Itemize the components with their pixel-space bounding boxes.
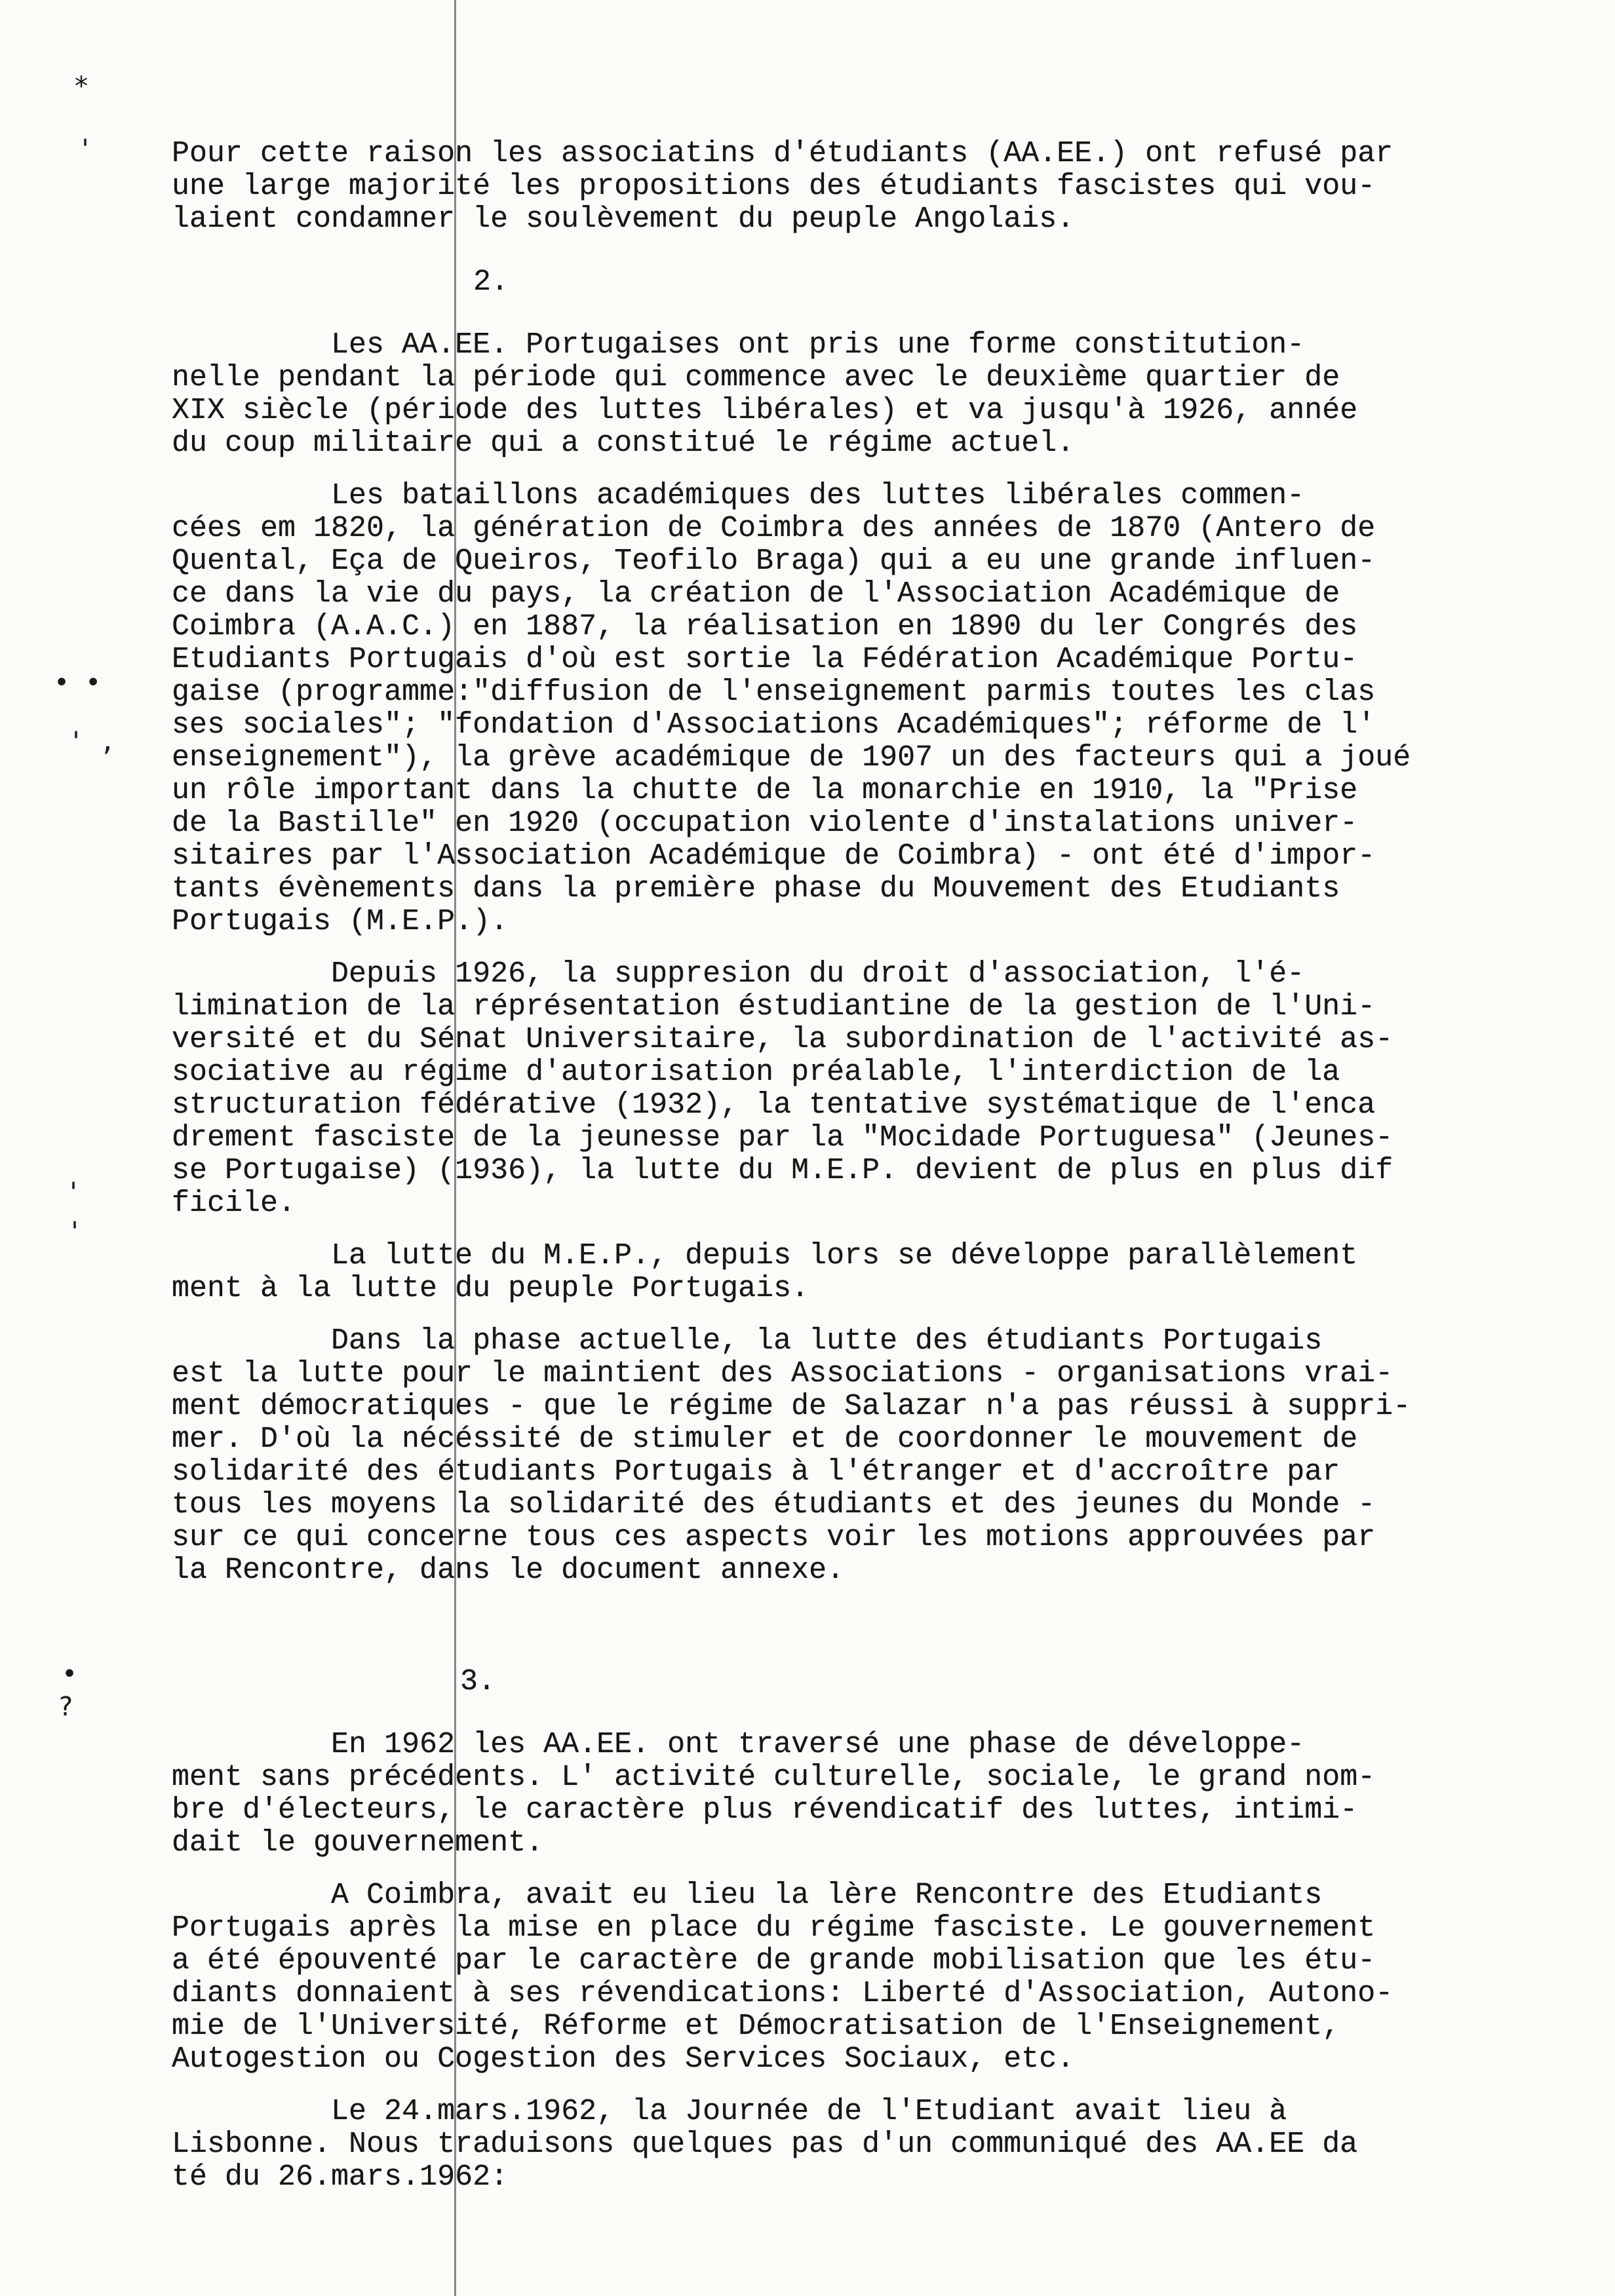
text-line: tous les moyens la solidarité des étudiants et des jeunes du Monde - (172, 1488, 1376, 1521)
paragraph (172, 1879, 1561, 2076)
text-line: enseignement"), la grève académique de 1907 un des facteurs qui a joué (172, 741, 1411, 775)
text-line: nelle pendant la période qui commence avec le deuxième quartier de (172, 361, 1340, 394)
text-line: est la lutte pour le maintient des Associations - organisations vrai- (172, 1357, 1393, 1390)
margin-mark: • • (54, 668, 102, 698)
text-line: dait le gouvernement. (172, 1826, 544, 1860)
margin-mark: ? (58, 1692, 74, 1722)
paragraph (172, 480, 1561, 938)
document-body (172, 138, 1561, 2194)
paragraph (172, 1240, 1561, 1305)
text-line: Depuis 1926, la suppresion du droit d'association, l'é- (172, 957, 1305, 991)
text-line: Lisbonne. Nous traduisons quelques pas d'un communiqué des AA.EE da (172, 2128, 1358, 2161)
paragraph (172, 1729, 1561, 1860)
paragraph (172, 1325, 1561, 1587)
paragraph-intro (172, 138, 1561, 236)
text-line: La lutte du M.E.P., depuis lors se développe parallèlement (172, 1239, 1358, 1272)
text-line: ce dans la vie du pays, la création de l'Association Académique de (172, 577, 1340, 611)
text-line: une large majorité les propositions des étudiants fascistes qui vou- (172, 170, 1376, 203)
text-line: solidarité des étudiants Portugais à l'étranger et d'accroître par (172, 1455, 1340, 1489)
text-line: mie de l'Université, Réforme et Démocratisation de l'Enseignement, (172, 2010, 1340, 2043)
text-line: Coimbra (A.A.C.) en 1887, la réalisation en 1890 du ler Congrés des (172, 610, 1358, 643)
text-line: XIX siècle (période des luttes libérales) et va jusqu'à 1926, année (172, 394, 1358, 427)
text-line: Quental, Eça de Queiros, Teofilo Braga) qui a eu une grande influen- (172, 545, 1376, 578)
text-line: cées em 1820, la génération de Coimbra des années de 1870 (Antero de (172, 512, 1376, 545)
text-line: la Rencontre, dans le document annexe. (172, 1554, 845, 1587)
margin-mark: ' , (68, 727, 116, 757)
text-line: structuration fédérative (1932), la tentative systématique de l'enca (172, 1088, 1376, 1122)
text-line: ses sociales"; "fondation d'Associations Académiques"; réforme de l' (172, 708, 1376, 742)
text-line: Les AA.EE. Portugaises ont pris une forme constitution- (172, 328, 1305, 362)
margin-mark: ' (77, 134, 94, 164)
text-line: sociative au régime d'autorisation préalable, l'interdiction de la (172, 1056, 1340, 1089)
text-line: gaise (programme:"diffusion de l'enseignement parmis toutes les clas (172, 676, 1376, 709)
paragraph (172, 958, 1561, 1220)
text-line: Autogestion ou Cogestion des Services Sociaux, etc. (172, 2042, 1075, 2076)
text-line: sitaires par l'Association Académique de Coimbra) - ont été d'impor- (172, 839, 1376, 873)
text-line: ficile. (172, 1187, 296, 1220)
text-line: A Coimbra, avait eu lieu la lère Rencontre des Etudiants (172, 1879, 1323, 1912)
text-line: Portugais (M.E.P.). (172, 905, 509, 938)
text-line: bre d'électeurs, le caractère plus révendicatif des luttes, intimi- (172, 1793, 1358, 1827)
text-line: de la Bastille" en 1920 (occupation violente d'instalations univer- (172, 807, 1358, 840)
text-line: Etudiants Portugais d'où est sortie la Fédération Académique Portu- (172, 643, 1358, 676)
text-line: Pour cette raison les associatins d'étudiants (AA.EE.) ont refusé par (172, 137, 1393, 170)
text-line: du coup militaire qui a constitué le régime actuel. (172, 427, 1075, 460)
text-line: mer. D'où la nécéssité de stimuler et de coordonner le mouvement de (172, 1423, 1358, 1456)
text-line: Le 24.mars.1962, la Journée de l'Etudiant avait lieu à (172, 2095, 1287, 2128)
text-line: a été épouventé par le caractère de grande mobilisation que les étu- (172, 1944, 1376, 1978)
margin-mark: • (62, 1659, 78, 1689)
text-line: ment démocratiques - que le régime de Salazar n'a pas réussi à suppri- (172, 1390, 1411, 1423)
margin-mark: ' (66, 1177, 82, 1208)
text-line: sur ce qui concerne tous ces aspects voir les motions approuvées par (172, 1521, 1376, 1554)
text-line: limination de la réprésentation éstudiantine de la gestion de l'Uni- (172, 990, 1376, 1024)
margin-mark: * (73, 71, 90, 102)
section-number: 2. (473, 265, 509, 299)
section-number: 3. (460, 1665, 496, 1698)
text-line: se Portugaise) (1936), la lutte du M.E.P. devient de plus en plus dif (172, 1154, 1393, 1187)
paragraph (172, 2095, 1561, 2194)
text-line: tants évènements dans la première phase du Mouvement des Etudiants (172, 872, 1340, 906)
text-line: Portugais après la mise en place du régime fasciste. Le gouvernement (172, 1911, 1376, 1945)
text-line: Dans la phase actuelle, la lutte des étudiants Portugais (172, 1324, 1323, 1358)
text-line: versité et du Sénat Universitaire, la subordination de l'activité as- (172, 1023, 1393, 1056)
text-line: diants donnaient à ses révendications: Liberté d'Association, Autono- (172, 1977, 1393, 2010)
text-line: drement fasciste de la jeunesse par la "Mocidade Portuguesa" (Jeunes- (172, 1121, 1393, 1155)
margin-mark: ' (67, 1217, 83, 1247)
text-line: un rôle important dans la chutte de la monarchie en 1910, la "Prise (172, 774, 1358, 807)
text-line: té du 26.mars.1962: (172, 2160, 509, 2194)
text-line: Les bataillons académiques des luttes libérales commen- (172, 479, 1305, 512)
paragraph (172, 329, 1561, 460)
text-line: En 1962 les AA.EE. ont traversé une phase de développe- (172, 1728, 1305, 1761)
text-line: ment à la lutte du peuple Portugais. (172, 1272, 809, 1305)
text-line: laient condamner le soulèvement du peuple Angolais. (172, 202, 1075, 236)
text-line: ment sans précédents. L' activité culturelle, sociale, le grand nom- (172, 1761, 1376, 1794)
